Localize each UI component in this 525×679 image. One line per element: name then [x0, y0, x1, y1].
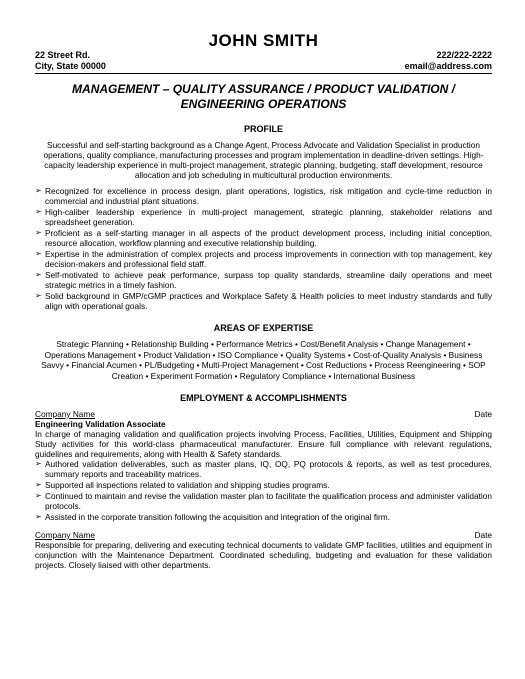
- profile-bullet-list: [35, 186, 492, 311]
- email-address: email@address.com: [404, 61, 492, 71]
- list-item: ➢ High-caliber leadership experience in multi-project management, strategic planning, stakeholder relations and spreadsheet generation.: [35, 207, 492, 227]
- list-item: ➢ Expertise in the administration of complex projects and process improvements in connection with top management, key decision-makers and professional field staff.: [35, 249, 492, 269]
- arrow-bullet-icon: ➢: [35, 480, 42, 489]
- job-entry-2: [35, 530, 492, 570]
- profile-heading: PROFILE: [243, 124, 283, 134]
- arrow-bullet-icon: ➢: [35, 207, 42, 216]
- arrow-bullet-icon: ➢: [35, 270, 42, 279]
- list-item: ➢ Assisted in the corporate transition following the acquisition and integration of the original firm.: [35, 512, 390, 522]
- job-bullet-list: [35, 459, 492, 522]
- contact-line-1: [35, 50, 492, 61]
- job-header: [35, 409, 492, 419]
- candidate-name: JOHN SMITH: [208, 31, 319, 50]
- job-date: Date: [474, 530, 492, 540]
- job-date: Date: [474, 409, 492, 419]
- job-header: [35, 530, 492, 540]
- list-item: ➢ Continued to maintain and revise the validation master plan to facilitate the qualification process and administer validation protocols.: [35, 491, 492, 511]
- job-description: Responsible for preparing, delivering and executing technical documents to validate GMP facilities, utilities and equipment in conjunction with the Maintenance Department. Coordinated scheduling, budgeting and evaluation for these validation projects. Closely liaised with other departments.: [35, 540, 492, 570]
- job-title: Engineering Validation Associate: [35, 419, 166, 429]
- company-name: Company Name: [35, 530, 95, 540]
- career-headline: MANAGEMENT – QUALITY ASSURANCE / PRODUCT VALIDATION / ENGINEERING OPERATIONS: [72, 82, 455, 111]
- list-item: ➢ Proficient as a self-starting manager in all aspects of the product development process, including initial conception, resource allocation, workflow planning and executive relationship building.: [35, 228, 492, 248]
- expertise-list: Strategic Planning • Relationship Building • Performance Metrics • Cost/Benefit Analysis • Change Management • Operations Management • Product Validation • ISO Compliance • Quality Systems • Cost-of-Quality Analysis • Business Savvy • Financial Acumen • PL/Budgeting • Multi-Project Management • Cost Reductions • Process Reengineering • SOP Creation • Experiment Formation • Regulatory Compliance • International Business: [41, 339, 486, 381]
- list-item: ➢ Authored validation deliverables, such as master plans, IQ, OQ, PQ protocols & reports, as well as test procedures, summary reports and traceability matrices.: [35, 459, 492, 479]
- arrow-bullet-icon: ➢: [35, 291, 42, 300]
- company-name: Company Name: [35, 409, 95, 419]
- contact-line-2: [35, 61, 492, 74]
- arrow-bullet-icon: ➢: [35, 491, 42, 500]
- job-description: In charge of managing validation and qualification projects involving Process, Facilities, Utilities, Equipment and Shipping Study activities for this world-class pharmaceutical manufacturer. Ensure full compliance with relevant regulations, guidelines and requirements, along with Health & Safety standards.: [35, 429, 492, 459]
- list-item: ➢ Solid background in GMP/cGMP practices and Workplace Safety & Health policies to meet industry standards and fully align with operational goals.: [35, 291, 492, 311]
- arrow-bullet-icon: ➢: [35, 186, 42, 195]
- arrow-bullet-icon: ➢: [35, 249, 42, 258]
- phone-number: 222/222-2222: [436, 50, 492, 60]
- address-line-2: City, State 00000: [35, 61, 106, 71]
- address-line-1: 22 Street Rd.: [35, 50, 91, 60]
- arrow-bullet-icon: ➢: [35, 459, 42, 468]
- profile-summary: Successful and self-starting background as a Change Agent, Process Advocate and Validation Specialist in production operations, quality compliance, manufacturing processes and program implementation in deadline-driven settings. High-capacity leadership experience in multi-project management, strategic planning, budgeting, staff development, resource allocation and job scheduling in multicultural production environments.: [43, 140, 484, 180]
- list-item: ➢ Supported all inspections related to validation and shipping studies programs.: [35, 480, 330, 490]
- job-entry-1: [35, 409, 492, 522]
- list-item: ➢ Recognized for excellence in process design, plant operations, logistics, risk mitigation and cycle-time reduction in commercial and industrial plant situations.: [35, 186, 492, 206]
- list-item: ➢ Self-motivated to achieve peak performance, surpass top quality standards, streamline daily operations and meet strategic metrics in a timely fashion.: [35, 270, 492, 290]
- expertise-heading: AREAS OF EXPERTISE: [213, 323, 314, 333]
- employment-heading: EMPLOYMENT & ACCOMPLISHMENTS: [180, 393, 347, 403]
- arrow-bullet-icon: ➢: [35, 512, 42, 521]
- arrow-bullet-icon: ➢: [35, 228, 42, 237]
